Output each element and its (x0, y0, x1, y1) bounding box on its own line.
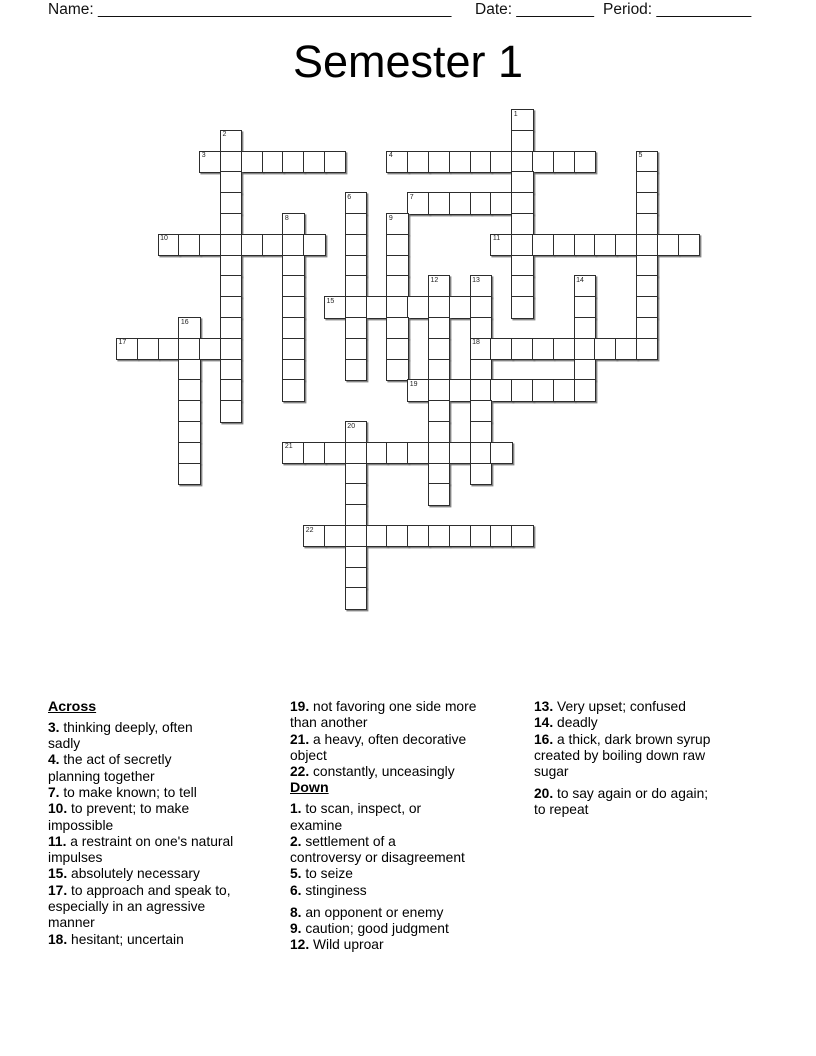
cell-number: 11 (492, 235, 501, 243)
clue-item (48, 834, 281, 867)
clue-item (290, 921, 527, 937)
grid-cell[interactable] (449, 296, 471, 318)
grid-cell[interactable] (636, 234, 658, 256)
grid-cell[interactable] (574, 275, 596, 297)
grid-cell[interactable] (470, 151, 492, 173)
grid-cell[interactable] (345, 213, 367, 235)
grid-cell[interactable] (407, 379, 429, 401)
grid-cell[interactable] (178, 379, 200, 401)
grid-cell[interactable] (345, 296, 367, 318)
grid-cell[interactable] (449, 192, 471, 214)
grid-cell[interactable] (532, 151, 554, 173)
grid-cell[interactable] (178, 359, 200, 381)
clue-item (534, 699, 766, 715)
grid-cell[interactable] (262, 234, 284, 256)
grid-cell[interactable] (220, 130, 242, 152)
clue-number: 1. (290, 801, 306, 817)
name-label: Name: (48, 1, 94, 18)
period-blank-line[interactable]: ___________ (656, 1, 752, 18)
clue-line: sadly (48, 736, 81, 752)
clue-line: 22. constantly, unceasingly (290, 764, 455, 780)
cell-number: 2 (222, 131, 227, 139)
grid-cell[interactable] (178, 442, 200, 464)
grid-cell[interactable] (470, 338, 492, 360)
grid-cell[interactable] (490, 442, 512, 464)
clue-item (48, 785, 281, 801)
grid-cell[interactable] (615, 234, 637, 256)
grid-cell[interactable] (636, 255, 658, 277)
clue-number: 13. (534, 699, 558, 714)
grid-cell[interactable] (532, 379, 554, 401)
grid-cell[interactable] (220, 317, 242, 339)
grid-cell[interactable] (220, 213, 242, 235)
clue-line: 5. to seize (290, 866, 353, 882)
grid-cell[interactable] (678, 234, 700, 256)
clue-number: 5. (290, 866, 306, 882)
cell-number: 20 (347, 422, 356, 430)
clue-item (290, 699, 527, 732)
grid-cell[interactable] (636, 171, 658, 193)
clue-line: 7. to make known; to tell (48, 784, 197, 800)
clue-number: 18. (48, 931, 72, 947)
grid-cell[interactable] (324, 525, 346, 547)
grid-cell[interactable] (407, 525, 429, 547)
grid-cell[interactable] (511, 171, 533, 193)
grid-cell[interactable] (532, 338, 554, 360)
clue-line: manner (48, 915, 95, 931)
grid-cell[interactable] (386, 359, 408, 381)
clue-item (48, 801, 281, 834)
grid-cell[interactable] (199, 151, 221, 173)
grid-cell[interactable] (574, 359, 596, 381)
grid-cell[interactable] (345, 504, 367, 526)
clue-item (48, 720, 281, 753)
grid-cell[interactable] (428, 275, 450, 297)
clue-line: examine (290, 817, 343, 833)
grid-cell[interactable] (511, 130, 533, 152)
clue-line: 9. caution; good judgment (290, 920, 449, 936)
grid-cell[interactable] (490, 525, 512, 547)
grid-cell[interactable] (386, 296, 408, 318)
grid-cell[interactable] (428, 317, 450, 339)
date-blank-line[interactable]: _________ (516, 1, 594, 18)
grid-cell[interactable] (553, 151, 575, 173)
clue-item (48, 932, 281, 948)
cell-number: 5 (638, 152, 643, 160)
grid-cell[interactable] (594, 234, 616, 256)
grid-cell[interactable] (324, 151, 346, 173)
grid-cell[interactable] (449, 442, 471, 464)
grid-cell[interactable] (511, 338, 533, 360)
grid-cell[interactable] (282, 359, 304, 381)
clue-line: 3. thinking deeply, often (48, 719, 193, 735)
cell-number: 6 (347, 193, 352, 201)
grid-cell[interactable] (345, 359, 367, 381)
grid-cell[interactable] (220, 359, 242, 381)
grid-cell[interactable] (470, 463, 492, 485)
clue-line: planning together (48, 768, 155, 784)
clue-line: 19. not favoring one side more (290, 699, 477, 714)
grid-cell[interactable] (428, 421, 450, 443)
clue-line: 10. to prevent; to make (48, 801, 190, 817)
clue-line: 14. deadly (534, 715, 598, 731)
grid-cell[interactable] (366, 525, 388, 547)
cell-number: 17 (118, 339, 127, 347)
grid-cell[interactable] (282, 151, 304, 173)
grid-cell[interactable] (366, 442, 388, 464)
grid-cell[interactable] (511, 525, 533, 547)
grid-cell[interactable] (386, 255, 408, 277)
grid-cell[interactable] (220, 234, 242, 256)
clue-line: to repeat (534, 802, 589, 818)
grid-cell[interactable] (345, 463, 367, 485)
grid-cell[interactable] (511, 379, 533, 401)
grid-cell[interactable] (158, 234, 180, 256)
clue-line: 20. to say again or do again; (534, 785, 709, 801)
grid-cell[interactable] (241, 234, 263, 256)
cell-number: 15 (326, 297, 335, 305)
grid-cell[interactable] (303, 442, 325, 464)
grid-cell[interactable] (386, 275, 408, 297)
grid-cell[interactable] (490, 379, 512, 401)
grid-cell[interactable] (470, 421, 492, 443)
clue-line: 11. a restraint on one's natural (48, 833, 234, 849)
grid-cell[interactable] (386, 442, 408, 464)
grid-cell[interactable] (636, 275, 658, 297)
grid-cell[interactable] (386, 213, 408, 235)
grid-cell[interactable] (636, 338, 658, 360)
grid-cell[interactable] (511, 255, 533, 277)
clue-line: 12. Wild uproar (290, 937, 384, 953)
grid-cell[interactable] (220, 192, 242, 214)
grid-cell[interactable] (282, 275, 304, 297)
clue-line: 2. settlement of a (290, 833, 396, 849)
grid-cell[interactable] (386, 234, 408, 256)
grid-cell[interactable] (428, 442, 450, 464)
cell-number: 16 (180, 318, 189, 326)
cell-number: 12 (430, 276, 439, 284)
cell-number: 9 (388, 214, 393, 222)
clue-column-1 (48, 699, 281, 948)
grid-cell[interactable] (178, 400, 200, 422)
grid-cell[interactable] (282, 317, 304, 339)
grid-cell[interactable] (470, 296, 492, 318)
cell-number: 19 (409, 380, 418, 388)
grid-cell[interactable] (220, 296, 242, 318)
clue-number: 3. (48, 719, 64, 735)
cell-number: 10 (160, 235, 168, 243)
clue-number: 17. (48, 882, 72, 898)
grid-cell[interactable] (345, 546, 367, 568)
grid-cell[interactable] (178, 317, 200, 339)
grid-cell[interactable] (428, 296, 450, 318)
grid-cell[interactable] (574, 234, 596, 256)
grid-cell[interactable] (449, 379, 471, 401)
grid-cell[interactable] (511, 151, 533, 173)
grid-cell[interactable] (511, 192, 533, 214)
grid-cell[interactable] (470, 317, 492, 339)
clue-number: 19. (290, 699, 314, 714)
grid-cell[interactable] (220, 275, 242, 297)
grid-cell[interactable] (574, 296, 596, 318)
grid-cell[interactable] (636, 296, 658, 318)
clue-line: controversy or disagreement (290, 850, 465, 866)
grid-cell[interactable] (282, 379, 304, 401)
grid-cell[interactable] (303, 151, 325, 173)
clue-number: 4. (48, 752, 64, 768)
grid-cell[interactable] (345, 525, 367, 547)
clue-line: impulses (48, 850, 103, 866)
clue-item (290, 883, 527, 899)
grid-cell[interactable] (220, 379, 242, 401)
clue-line: object (290, 747, 327, 763)
grid-cell[interactable] (511, 275, 533, 297)
clue-item (534, 732, 766, 781)
clue-item (290, 764, 527, 780)
grid-cell[interactable] (220, 400, 242, 422)
grid-cell[interactable] (636, 213, 658, 235)
clue-number: 20. (534, 785, 558, 801)
clue-line: especially in an agressive (48, 899, 206, 915)
grid-cell[interactable] (366, 296, 388, 318)
clue-item (534, 715, 766, 731)
grid-cell[interactable] (470, 442, 492, 464)
grid-cell[interactable] (345, 483, 367, 505)
grid-cell[interactable] (511, 213, 533, 235)
grid-cell[interactable] (553, 234, 575, 256)
grid-cell[interactable] (490, 234, 512, 256)
grid-cell[interactable] (490, 192, 512, 214)
clue-number: 7. (48, 784, 64, 800)
clue-number: 2. (290, 833, 306, 849)
cell-number: 14 (576, 276, 584, 284)
grid-cell[interactable] (345, 275, 367, 297)
grid-cell[interactable] (636, 151, 658, 173)
cell-number: 4 (388, 152, 393, 160)
grid-cell[interactable] (282, 296, 304, 318)
grid-cell[interactable] (470, 379, 492, 401)
grid-cell[interactable] (386, 317, 408, 339)
clue-item (290, 905, 527, 921)
clue-line: sugar (534, 764, 569, 780)
cell-number: 18 (472, 339, 480, 347)
puzzle-title: Semester 1 (292, 36, 524, 87)
clue-number: 11. (48, 833, 71, 849)
grid-cell[interactable] (386, 525, 408, 547)
clue-line: than another (290, 715, 368, 731)
grid-cell[interactable] (449, 525, 471, 547)
clue-column-3 (534, 699, 766, 819)
cell-number: 8 (284, 214, 289, 222)
grid-cell[interactable] (178, 338, 200, 360)
grid-cell[interactable] (345, 442, 367, 464)
grid-cell[interactable] (345, 338, 367, 360)
grid-cell[interactable] (324, 296, 346, 318)
grid-cell[interactable] (386, 151, 408, 173)
grid-cell[interactable] (490, 338, 512, 360)
grid-cell[interactable] (303, 525, 325, 547)
grid-cell[interactable] (428, 151, 450, 173)
clue-column-2 (290, 699, 527, 953)
cell-number: 22 (305, 526, 314, 534)
grid-cell[interactable] (407, 442, 429, 464)
grid-cell[interactable] (574, 151, 596, 173)
clue-line: 17. to approach and speak to, (48, 882, 231, 898)
grid-cell[interactable] (345, 234, 367, 256)
grid-cell[interactable] (241, 151, 263, 173)
clue-line: 4. the act of secretly (48, 752, 172, 768)
clues-section-header: Down (290, 780, 329, 797)
clue-item (290, 937, 527, 953)
grid-cell[interactable] (428, 379, 450, 401)
grid-cell[interactable] (511, 296, 533, 318)
clue-number: 6. (290, 882, 306, 898)
grid-cell[interactable] (282, 213, 304, 235)
clue-number: 22. (290, 764, 314, 780)
clue-line: 15. absolutely necessary (48, 866, 200, 882)
grid-cell[interactable] (324, 442, 346, 464)
grid-cell[interactable] (470, 359, 492, 381)
grid-cell[interactable] (594, 338, 616, 360)
grid-cell[interactable] (158, 338, 180, 360)
clue-item (534, 786, 766, 819)
grid-cell[interactable] (282, 442, 304, 464)
clue-number: 9. (290, 920, 306, 936)
clue-line: 8. an opponent or enemy (290, 904, 444, 920)
clue-number: 16. (534, 731, 558, 747)
cell-number: 3 (201, 152, 206, 160)
clues-section-header: Across (48, 699, 97, 715)
grid-cell[interactable] (615, 338, 637, 360)
clue-number: 12. (290, 937, 314, 953)
grid-cell[interactable] (407, 192, 429, 214)
grid-cell[interactable] (282, 255, 304, 277)
clue-item (48, 883, 281, 932)
cell-number: 21 (284, 443, 293, 451)
period-label: Period: (603, 1, 653, 18)
clue-item (48, 866, 281, 882)
clue-number: 8. (290, 904, 306, 920)
grid-cell[interactable] (428, 338, 450, 360)
grid-cell[interactable] (511, 109, 533, 131)
grid-cell[interactable] (178, 463, 200, 485)
grid-cell[interactable] (345, 255, 367, 277)
clue-line: created by boiling down raw (534, 747, 706, 763)
grid-cell[interactable] (553, 379, 575, 401)
clue-number: 14. (534, 715, 558, 731)
grid-cell[interactable] (636, 192, 658, 214)
grid-cell[interactable] (220, 338, 242, 360)
clue-line: 6. stinginess (290, 882, 367, 898)
grid-cell[interactable] (532, 234, 554, 256)
clue-item (48, 752, 281, 785)
cell-number: 7 (409, 193, 414, 201)
grid-cell[interactable] (220, 151, 242, 173)
grid-cell[interactable] (303, 234, 325, 256)
grid-cell[interactable] (407, 296, 429, 318)
clue-number: 10. (48, 801, 72, 817)
grid-cell[interactable] (574, 338, 596, 360)
name-blank-line[interactable]: _________________________________________ (97, 1, 452, 18)
grid-cell[interactable] (574, 379, 596, 401)
grid-cell[interactable] (407, 151, 429, 173)
clue-line: 13. Very upset; confused (534, 699, 686, 714)
grid-cell[interactable] (553, 338, 575, 360)
clue-item (290, 801, 527, 834)
grid-cell[interactable] (511, 234, 533, 256)
grid-cell[interactable] (345, 192, 367, 214)
clue-line: 1. to scan, inspect, or (290, 801, 422, 817)
grid-cell[interactable] (470, 525, 492, 547)
grid-cell[interactable] (449, 151, 471, 173)
grid-cell[interactable] (657, 234, 679, 256)
grid-cell[interactable] (282, 338, 304, 360)
clue-line: 16. a thick, dark brown syrup (534, 731, 711, 747)
grid-cell[interactable] (470, 192, 492, 214)
clue-item (290, 866, 527, 882)
grid-cell[interactable] (199, 234, 221, 256)
grid-cell[interactable] (386, 338, 408, 360)
grid-cell[interactable] (116, 338, 138, 360)
clue-line: impossible (48, 817, 114, 833)
grid-cell[interactable] (137, 338, 159, 360)
cell-number: 13 (472, 276, 480, 284)
grid-cell[interactable] (262, 151, 284, 173)
grid-cell[interactable] (428, 525, 450, 547)
clue-number: 21. (290, 731, 314, 747)
clue-item (290, 732, 527, 765)
grid-cell[interactable] (345, 317, 367, 339)
grid-cell[interactable] (428, 463, 450, 485)
grid-cell[interactable] (490, 151, 512, 173)
grid-cell[interactable] (178, 234, 200, 256)
grid-cell[interactable] (428, 192, 450, 214)
clue-line: 18. hesitant; uncertain (48, 931, 184, 947)
date-label: Date: (475, 1, 513, 18)
grid-cell[interactable] (636, 317, 658, 339)
grid-cell[interactable] (282, 234, 304, 256)
grid-cell[interactable] (470, 275, 492, 297)
grid-cell[interactable] (345, 567, 367, 589)
grid-cell[interactable] (345, 421, 367, 443)
grid-cell[interactable] (345, 587, 367, 609)
grid-cell[interactable] (574, 317, 596, 339)
grid-cell[interactable] (428, 483, 450, 505)
grid-cell[interactable] (199, 338, 221, 360)
clue-item (290, 834, 527, 867)
grid-cell[interactable] (428, 359, 450, 381)
grid-cell[interactable] (220, 171, 242, 193)
cell-number: 1 (513, 110, 518, 118)
grid-cell[interactable] (428, 400, 450, 422)
grid-cell[interactable] (220, 255, 242, 277)
clue-line: 21. a heavy, often decorative (290, 731, 467, 747)
grid-cell[interactable] (178, 421, 200, 443)
grid-cell[interactable] (470, 400, 492, 422)
clue-number: 15. (48, 866, 72, 882)
